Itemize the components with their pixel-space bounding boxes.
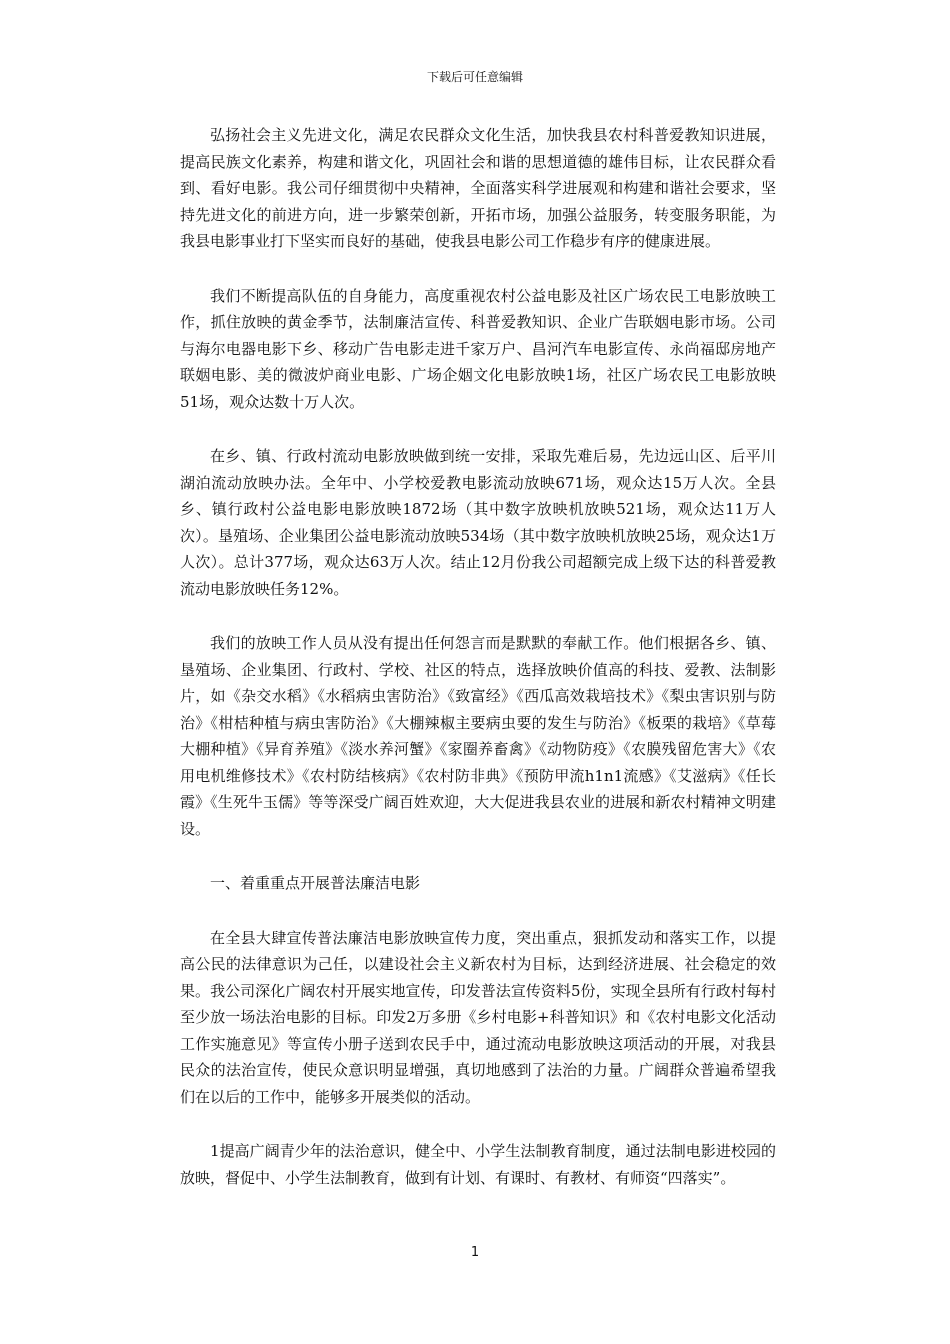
paragraph-mobile-screening: 在乡、镇、行政村流动电影放映做到统一安排，采取先难后易，先边远山区、后平川湖泊流动放映办法。全年中、小学校爱教电影流动放映671场，观众达15万人次。全县乡、镇行政村公益电影电影放映1872场（其中数字放映机放映521场，观众达11万人次）。垦殖场、企业集团公益电影流动放映534场（其中数字放映机放映25场，观众达1万人次）。总计377场，观众达63万人次。结止12月份我公司超额完成上级下达的科普爱教流动电影放映任务12%。	[180, 447, 776, 598]
paragraph-legal-publicity: 在全县大肆宣传普法廉洁电影放映宣传力度，突出重点，狠抓发动和落实工作，以提高公民的法律意识为己任，以建设社会主义新农村为目标，达到经济进展、社会稳定的效果。我公司深化广阔农村开展实地宣传，印发普法宣传资料5份，实现全县所有行政村每村至少放一场法治电影的目标。印发2万多册《乡村电影+科普知识》和《农村电影文化活动工作实施意见》等宣传小册子送到农民手中，通过流动电影放映这项活动的开展，对我县民众的法治宣传，使民众意识明显增强，真切地感到了法治的力量。广阔群众普遍希望我们在以后的工作中，能够多开展类似的活动。	[180, 928, 776, 1106]
paragraph-staff-dedication: 我们的放映工作人员从没有提出任何怨言而是默默的奉献工作。他们根据各乡、镇、垦殖场、企业集团、行政村、学校、社区的特点，选择放映价值高的科技、爱教、法制影片，如《杂交水稻》《水稻病虫害防治》《致富经》《西瓜高效栽培技术》《梨虫害识别与防治》《柑桔种植与病虫害防治》《大棚辣椒主要病虫要的发生与防治》《板栗的栽培》《草莓大棚种植》《异育养殖》《淡水养河蟹》《家圈养畜禽》《动物防疫》《农膜残留危害大》《农用电机维修技术》《农村防结核病》《农村防非典》《预防甲流h1n1流感》《艾滋病》《任长霞》《生死牛玉儒》等等深受广阔百姓欢迎，大大促进我县农业的进展和新农村精神文明建设。	[180, 634, 776, 838]
document-body	[180, 122, 776, 1219]
paragraph-team-capability: 我们不断提高队伍的自身能力，高度重视农村公益电影及社区广场农民工电影放映工作，抓住放映的黄金季节，法制廉洁宣传、科普爱教知识、企业广告联姻电影市场。公司与海尔电器电影下乡、移动广告电影走进千家万户、昌河汽车电影宣传、永尚福邸房地产联姻电影、美的微波炉商业电影、广场企姻文化电影放映1场，社区广场农民工电影放映51场，观众达数十万人次。	[180, 286, 776, 411]
paragraph-intro: 弘扬社会主义先进文化，满足农民群众文化生活，加快我县农村科普爱教知识进展，提高民族文化素养，构建和谐文化，巩固社会和谐的思想道德的雄伟目标，让农民群众看到、看好电影。我公司仔细贯彻中央精神，全面落实科学进展观和构建和谐社会要求，坚持先进文化的前进方向，进一步繁荣创新，开拓市场，加强公益服务，转变服务职能，为我县电影事业打下坚实而良好的基础，使我县电影公司工作稳步有序的健康进展。	[180, 126, 776, 250]
header-note: 下载后可任意编辑	[426, 70, 523, 84]
page-number: 1	[470, 1245, 480, 1260]
paragraph-youth-legal-awareness: 1提高广阔青少年的法治意识，健全中、小学生法制教育制度，通过法制电影进校园的放映，督促中、小学生法制教育，做到有计划、有课时、有教材、有师资“四落实”。	[180, 1142, 776, 1187]
section-heading: 一、着重重点开展普法廉洁电影	[210, 874, 421, 892]
